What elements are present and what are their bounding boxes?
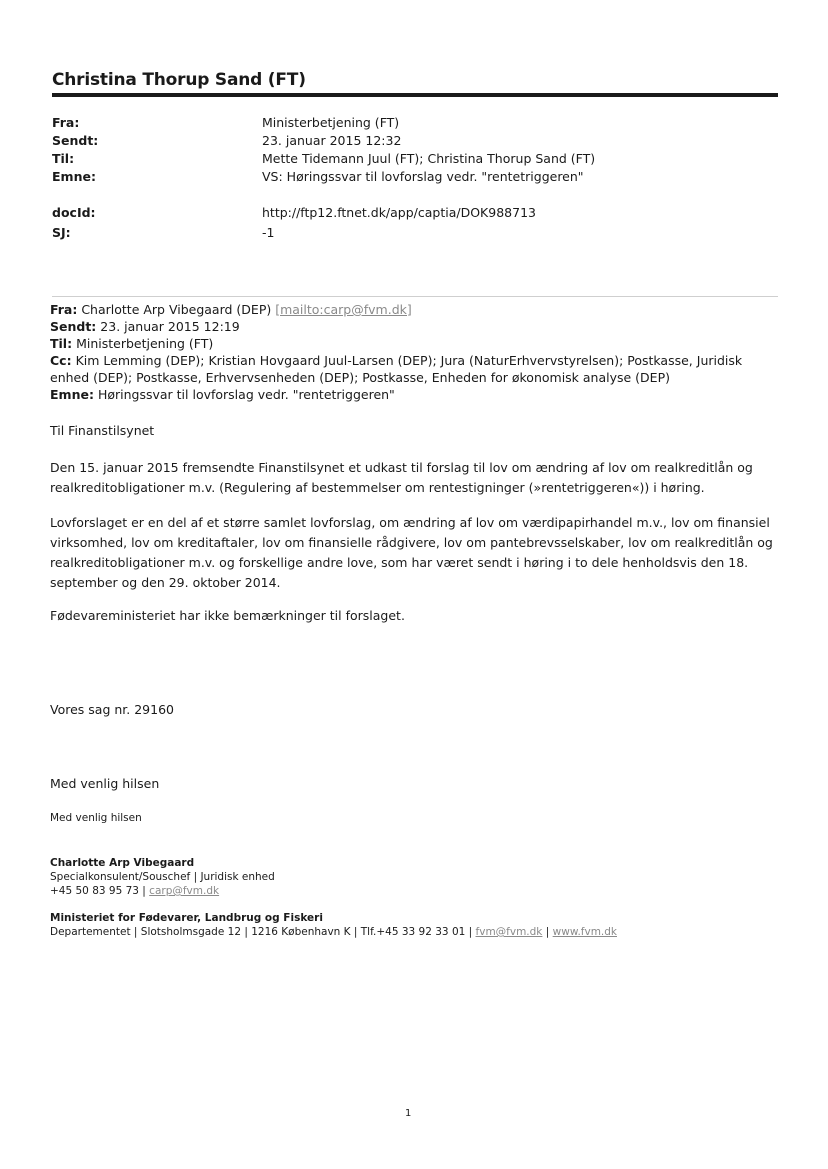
forwarded-to-value: Ministerbetjening (FT): [76, 336, 214, 351]
header-from-value: Ministerbetjening (FT): [262, 115, 400, 130]
forwarded-cc-value-1: Kim Lemming (DEP); Kristian Hovgaard Juul-Larsen (DEP); Jura (NaturErhvervstyrelsen); Postkasse, Juridisk: [75, 353, 743, 368]
signature-role: Specialkonsulent/Souschef | Juridisk enhed: [50, 871, 275, 883]
body-closing-1: Med venlig hilsen: [50, 776, 160, 791]
signature-ministry: Ministeriet for Fødevarer, Landbrug og Fiskeri: [50, 912, 323, 924]
body-greeting: Til Finanstilsynet: [50, 423, 155, 438]
header-docid-label: docId:: [52, 205, 96, 220]
header-sent-label: Sendt:: [52, 133, 99, 148]
forwarded-cc-line-2: [50, 369, 670, 386]
signature-address-line: [50, 926, 617, 939]
signature-email-link[interactable]: carp@fvm.dk: [149, 885, 220, 897]
forwarded-mailto-link[interactable]: [mailto:carp@fvm.dk]: [275, 302, 412, 317]
forwarded-sent-value: 23. januar 2015 12:19: [100, 319, 240, 334]
body-case-reference: Vores sag nr. 29160: [50, 702, 174, 717]
forwarded-from-value: Charlotte Arp Vibegaard (DEP): [81, 302, 272, 317]
forwarded-from-label: Fra:: [50, 302, 78, 317]
forwarded-from-line: [50, 301, 412, 318]
page-number: 1: [405, 1108, 412, 1119]
header-from-label: Fra:: [52, 115, 80, 130]
header-subject-value: VS: Høringssvar til lovforslag vedr. "rentetriggeren": [262, 169, 584, 184]
forwarded-cc-value-2: enhed (DEP); Postkasse, Erhvervsenheden (DEP); Postkasse, Enheden for økonomisk analyse (DEP): [50, 370, 670, 385]
signature-name: Charlotte Arp Vibegaard: [50, 857, 195, 869]
forwarded-subject-line: [50, 386, 395, 403]
signature-phone: +45 50 83 95 73 |: [50, 885, 146, 897]
forwarded-cc-label: Cc:: [50, 353, 72, 368]
signature-phone-line: [50, 885, 219, 898]
forwarded-to-line: [50, 335, 213, 352]
separator-line: [52, 296, 778, 297]
forwarded-subject-value: Høringssvar til lovforslag vedr. "rentetriggeren": [97, 387, 395, 402]
header-sj-label: SJ:: [52, 225, 71, 240]
signature-separator: |: [545, 926, 550, 938]
body-closing-2: Med venlig hilsen: [50, 812, 142, 824]
body-paragraph-2: Lovforslaget er en del af et større samlet lovforslag, om ændring af lov om værdipapirhandel m.v., lov om finansiel virksomhed, lov om kreditaftaler, lov om finansielle rådgivere, lov om pantebrevsselskaber, lov om realkreditlån og realkreditobligationer m.v. og forskellige andre love, som har været sendt i høring i to dele henholdsvis den 18. september og den 29. oktober 2014.: [50, 515, 773, 590]
title-rule: [52, 93, 778, 97]
forwarded-sent-line: [50, 318, 240, 335]
header-sent-value: 23. januar 2015 12:32: [262, 133, 402, 148]
forwarded-to-label: Til:: [50, 336, 73, 351]
body-paragraph-1: Den 15. januar 2015 fremsendte Finanstilsynet et udkast til forslag til lov om ændring af lov om realkreditlån og realkreditobligationer m.v. (Regulering af bestemmelser om rentestigninger (»rentetriggeren«)) i høring.: [50, 460, 753, 495]
ministry-website-link[interactable]: www.fvm.dk: [552, 926, 617, 938]
ministry-email-link[interactable]: fvm@fvm.dk: [475, 926, 543, 938]
forwarded-sent-label: Sendt:: [50, 319, 97, 334]
header-to-label: Til:: [52, 151, 75, 166]
header-docid-value: http://ftp12.ftnet.dk/app/captia/DOK988713: [262, 205, 536, 220]
forwarded-subject-label: Emne:: [50, 387, 94, 402]
forwarded-cc-line: [50, 352, 742, 369]
body-paragraph-3: Fødevareministeriet har ikke bemærkninger til forslaget.: [50, 608, 405, 623]
header-subject-label: Emne:: [52, 169, 96, 184]
header-sj-value: -1: [262, 225, 275, 240]
page-title: Christina Thorup Sand (FT): [52, 70, 306, 90]
header-to-value: Mette Tidemann Juul (FT); Christina Thorup Sand (FT): [262, 151, 596, 166]
signature-address: Departementet | Slotsholmsgade 12 | 1216 København K | Tlf.+45 33 92 33 01 |: [50, 926, 473, 938]
